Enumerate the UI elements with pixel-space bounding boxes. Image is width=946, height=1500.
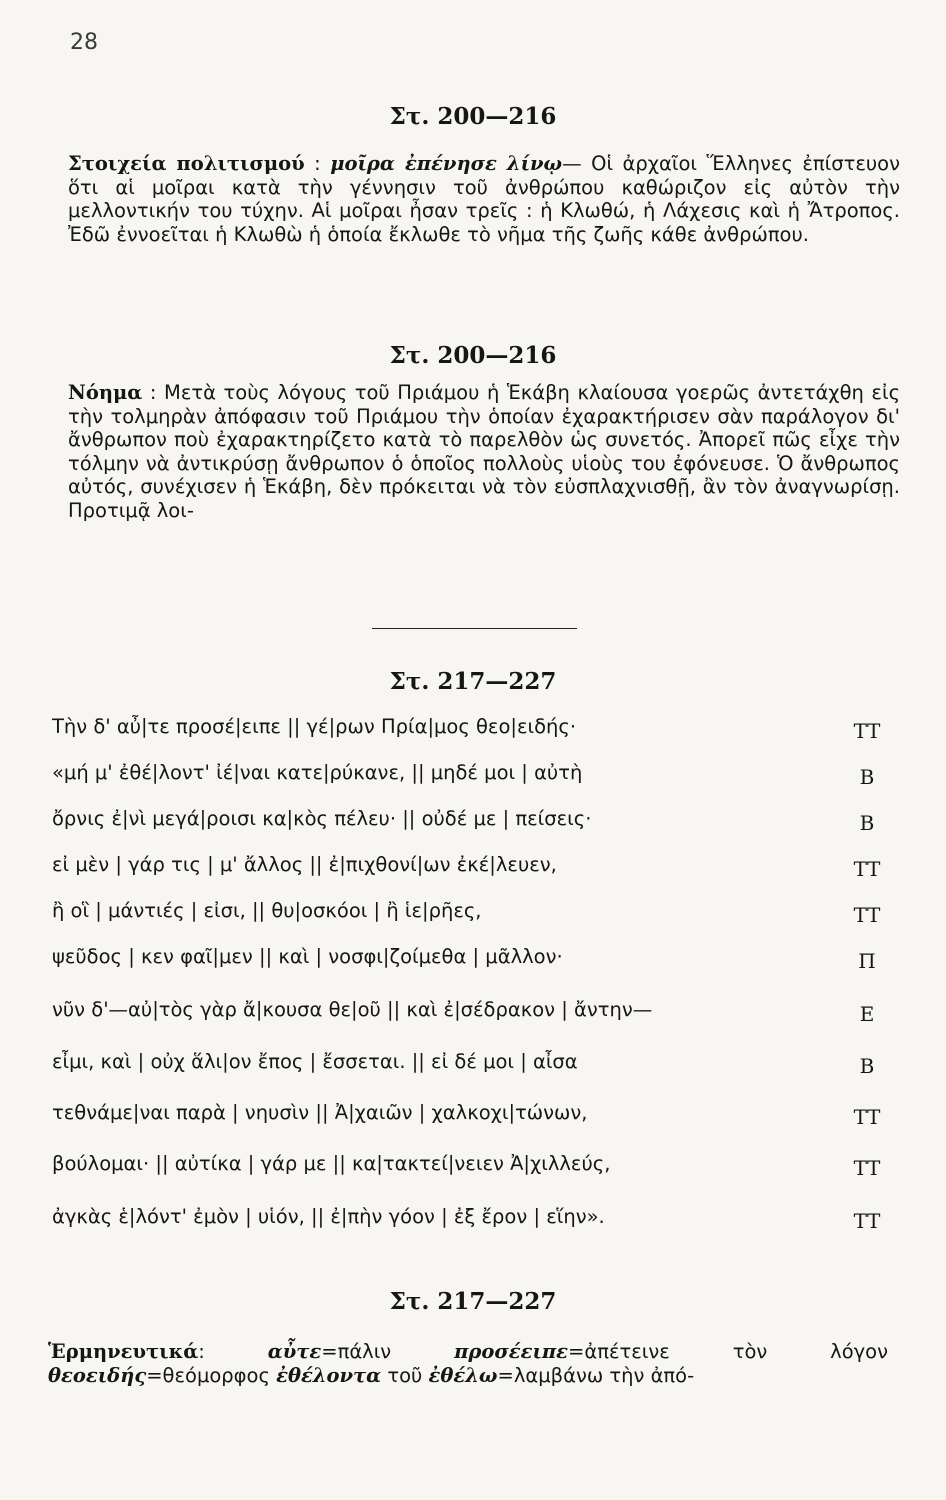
section-heading: Στ. 217—227 <box>389 1288 557 1315</box>
verse-text: νῦν δ'—αὐ|τὸς γὰρ ἄ|κουσα θε|οῦ || καὶ ἐ|σέδρακον | ἄντην— <box>52 998 653 1021</box>
culture-paragraph: Στοιχεία πολιτισμού : μοῖρα ἐπένησε λίνῳ— Οἱ ἀρχαῖοι Ἕλληνες ἐπίστευον ὅτι αἱ μοῖραι κατὰ τὴν γέννησιν τοῦ ἀνθρώπου καθώριζον εἰς αὐτὸν τὴν μελλοντικήν του τύχην. Αἱ μοῖραι ἦσαν τρεῖς : ἡ Κλωθώ, ἡ Λάχεσις καὶ ἡ Ἄτροπος. Ἐδῶ ἐννοεῖται ἡ Κλωθὼ ἡ ὁποία ἔκλωθε τὸ νῆμα τῆς ζωῆς κάθε ἀνθρώπου. <box>68 152 900 246</box>
verse-text: εἰ μὲν | γάρ τις | μ' ἄλλος || ἐ|πιχθονί|ων ἐκέ|λευεν, <box>52 853 557 876</box>
verse-line <box>52 853 892 893</box>
verse-line <box>52 761 892 801</box>
section-heading: Στ. 217—227 <box>389 668 557 695</box>
metre-mark: ΤΤ <box>853 1105 881 1129</box>
gloss-definition: =θεόμορφος <box>146 1363 277 1387</box>
metre-mark: ΤΤ <box>853 1209 881 1233</box>
metre-mark: ΤΤ <box>853 1156 881 1180</box>
paragraph-lead: μοῖρα ἐπένησε λίνῳ <box>330 152 563 175</box>
verse-line <box>52 1101 892 1141</box>
verse-text: εἶμι, καὶ | οὐχ ἅλι|ον ἔπος | ἔσσεται. || εἰ δέ μοι | αἶσα <box>52 1050 578 1073</box>
gloss-term: ἐθέλοντα <box>276 1363 382 1387</box>
verse-text: Τὴν δ' αὖ|τε προσέ|ειπε || γέ|ρων Πρία|μος θεο|ειδής· <box>52 715 577 738</box>
metre-mark: Ε <box>859 1002 875 1026</box>
metre-mark: ΤΤ <box>853 719 881 743</box>
verse-line <box>52 945 892 985</box>
verse-text: ψεῦδος | κεν φαῖ|μεν || καὶ | νοσφι|ζοίμεθα | μᾶλλον· <box>52 945 563 968</box>
verse-text: βούλομαι· || αὐτίκα | γάρ με || κα|τακτεί|νειεν Ἀ|χιλλεύς, <box>52 1152 611 1175</box>
verse-line <box>52 1205 892 1245</box>
verse-line <box>52 807 892 847</box>
gloss-definition: =ἀπέτεινε τὸν λόγον <box>568 1340 888 1363</box>
gloss-term: ἐθέλω <box>428 1363 498 1387</box>
verse-line <box>52 715 892 755</box>
gloss-definition: =λαμβάνω τὴν ἀπό- <box>497 1363 695 1387</box>
paragraph-text: Οἱ ἀρχαῖοι Ἕλληνες ἐπίστευον ὅτι αἱ μοῖραι κατὰ τὴν γέννησιν τοῦ ἀνθρώπου καθώριζον εἰς αὐτὸν τὴν μελλοντικήν του τύχην. Αἱ μοῖραι ἦσαν τρεῖς : ἡ Κλωθώ, ἡ Λάχεσις καὶ ἡ Ἄτροπος. Ἐδῶ ἐννοεῖται ἡ Κλωθὼ ἡ ὁποία ἔκλωθε τὸ νῆμα τῆς ζωῆς κάθε ἀνθρώπου. <box>68 152 900 246</box>
glossary-paragraph: Ἑρμηνευτικά: αὖτε=πάλιν προσέειπε=ἀπέτεινε τὸν λόγον θεοειδής=θεόμορφος ἐθέλοντα τοῦ ἐθέλω=λαμβάνω τὴν ἀπό- <box>48 1340 888 1387</box>
section-heading: Στ. 200—216 <box>389 342 557 369</box>
paragraph-label: Ἑρμηνευτικά <box>48 1340 199 1363</box>
metre-mark: Β <box>859 811 875 835</box>
verse-text: «μή μ' ἐθέ|λοντ' ἰέ|ναι κατε|ρύκανε, || μηδέ μοι | αὐτὴ <box>52 761 583 784</box>
gloss-term: θεοειδής <box>48 1363 147 1387</box>
verse-text: τεθνάμε|ναι παρὰ | νηυσὶν || Ἀ|χαιῶν | χαλκοχι|τώνων, <box>52 1101 588 1124</box>
verse-text: ἢ οἳ | μάντιές | εἰσι, || θυ|οσκόοι | ἢ ἱε|ρῆες, <box>52 899 482 922</box>
meaning-paragraph: Νόημα : Μετὰ τοὺς λόγους τοῦ Πριάμου ἡ Ἑκάβη κλαίουσα γοερῶς ἀντετάχθη εἰς τὴν τολμηρὰν ἀπόφασιν τοῦ Πριάμου τὴν ὁποίαν ἐχαρακτήρισεν σὰν παράλογον δι' ἄνθρωπον ποὺ ἐχαρακτηρίζετο κατὰ τὸ παρελθὸν ὡς συνετός. Ἀπορεῖ πῶς εἶχε τὴν τόλμην νὰ ἀντικρύσῃ ἄνθρωπον ὁ ὁποῖος πολλοὺς υἱοὺς του ἐφόνευσε. Ὁ ἄνθρωπος αὐτός, συνέχισεν ἡ Ἑκάβη, δὲν πρόκειται νὰ τὸν εὐσπλαχνισθῇ, ἂν τὸν ἀναγνωρίσῃ. Προτιμᾷ λοι- <box>68 381 901 522</box>
gloss-definition: τοῦ <box>381 1363 429 1387</box>
verse-text: ἀγκὰς ἑ|λόντ' ἐμὸν | υἱόν, || ἐ|πὴν γόον | ἐξ ἔρον | εἵην». <box>52 1205 605 1228</box>
gloss-term: προσέειπε <box>454 1340 569 1363</box>
section-heading: Στ. 200—216 <box>389 103 557 130</box>
metre-mark: Β <box>859 765 875 789</box>
verse-line <box>52 998 892 1038</box>
paragraph-label: Νόημα <box>68 381 143 404</box>
metre-mark: ΤΤ <box>853 857 881 881</box>
gloss-definition: =πάλιν <box>321 1340 455 1363</box>
metre-mark: Π <box>858 949 876 973</box>
verse-line <box>52 1152 892 1192</box>
section-divider <box>372 628 577 629</box>
gloss-term: αὖτε <box>267 1340 322 1363</box>
verse-text: ὄρνις ἐ|νὶ μεγά|ροισι κα|κὸς πέλευ· || οὐδέ με | πείσεις· <box>52 807 592 830</box>
metre-mark: ΤΤ <box>853 903 881 927</box>
verse-line <box>52 1050 892 1090</box>
verse-line <box>52 899 892 939</box>
paragraph-text: Μετὰ τοὺς λόγους τοῦ Πριάμου ἡ Ἑκάβη κλαίουσα γοερῶς ἀντετάχθη εἰς τὴν τολμηρὰν ἀπόφασιν τοῦ Πριάμου τὴν ὁποίαν ἐχαρακτήρισεν σὰν παράλογον δι' ἄνθρωπον ποὺ ἐχαρακτηρίζετο κατὰ τὸ παρελθὸν ὡς συνετός. Ἀπορεῖ πῶς εἶχε τὴν τόλμην νὰ ἀντικρύσῃ ἄνθρωπον ὁ ὁποῖος πολλοὺς υἱοὺς του ἐφόνευσε. Ὁ ἄνθρωπος αὐτός, συνέχισεν ἡ Ἑκάβη, δὲν πρόκειται νὰ τὸν εὐσπλαχνισθῇ, ἂν τὸν ἀναγνωρίσῃ. Προτιμᾷ λοι- <box>68 381 901 522</box>
metre-mark: Β <box>859 1054 875 1078</box>
paragraph-label: Στοιχεία πολιτισμού <box>68 152 305 175</box>
page-number: 28 <box>70 30 98 55</box>
